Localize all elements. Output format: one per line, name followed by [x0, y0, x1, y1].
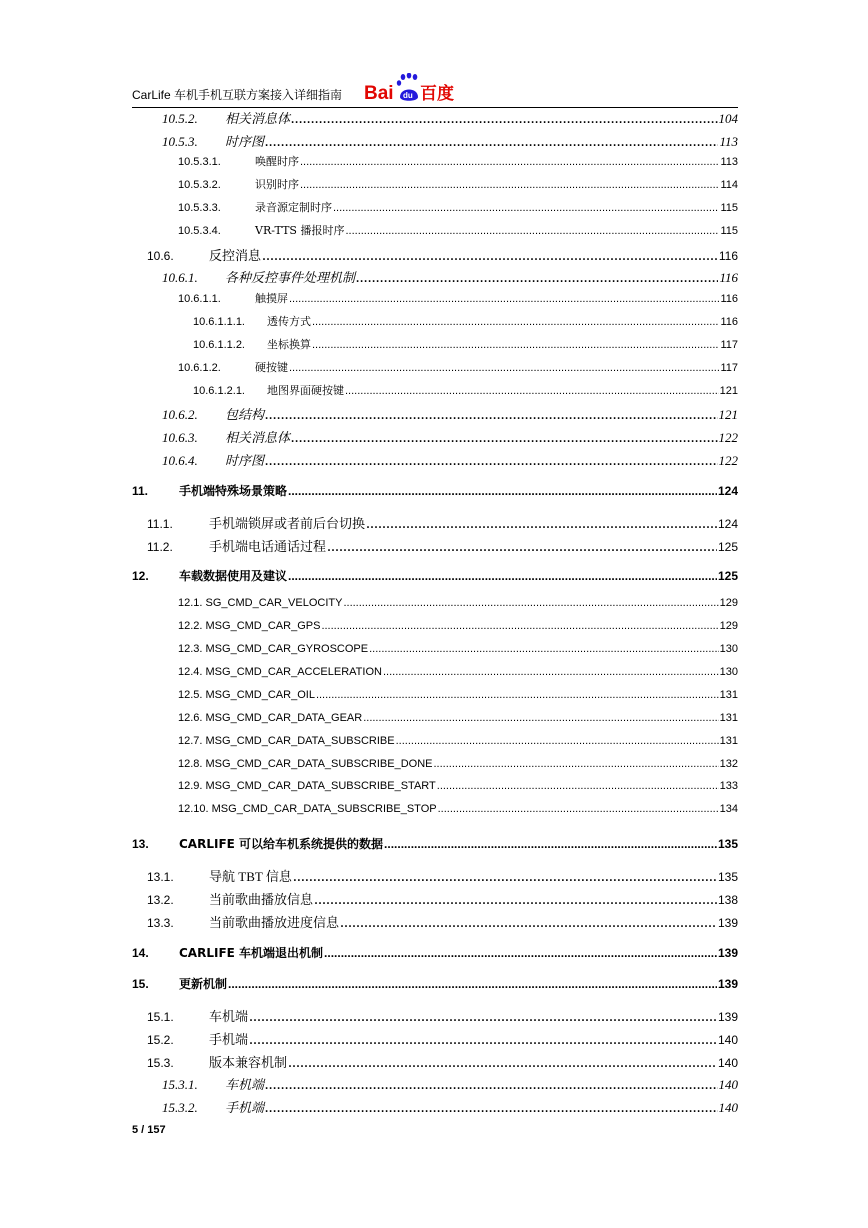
toc-dot-leader [327, 538, 717, 556]
toc-entry-number: 13.2. [147, 893, 174, 907]
toc-entry-number: 15. [132, 977, 149, 991]
toc-entry-title: 手机端特殊场景策略 [179, 484, 288, 498]
toc-entry[interactable] [132, 620, 738, 632]
toc-entry-page: 130 [719, 643, 738, 655]
toc-entry-page: 117 [720, 362, 738, 374]
toc-entry-number: 10.5.3.4. [178, 225, 221, 237]
toc-entry-page: 139 [717, 946, 738, 960]
toc-entry-page: 115 [720, 202, 738, 214]
toc-entry-number: 10.6.4. [162, 453, 198, 468]
toc-dot-leader [291, 110, 717, 128]
toc-dot-leader [438, 803, 719, 815]
toc-entry-page: 138 [717, 893, 738, 907]
toc-entry-page: 135 [717, 870, 738, 884]
toc-entry-title: 12.2. MSG_CMD_CAR_GPS [178, 620, 321, 632]
toc-entry[interactable] [132, 1029, 738, 1049]
toc-entry-title: 透传方式 [267, 315, 311, 328]
toc-entry[interactable] [132, 1052, 738, 1072]
toc-entry-page: 116 [720, 293, 738, 305]
toc-dot-leader [288, 569, 717, 583]
toc-entry-page: 135 [717, 837, 738, 851]
toc-entry-page: 124 [717, 484, 738, 498]
toc-entry-page: 116 [720, 316, 738, 328]
toc-dot-leader [300, 156, 719, 168]
toc-dot-leader [369, 643, 719, 655]
toc-entry[interactable] [132, 689, 738, 701]
toc-entry-page: 133 [719, 780, 738, 792]
toc-entry[interactable] [132, 803, 738, 815]
toc-entry-title: 相关消息体 [225, 111, 291, 126]
toc-entry-number: 10.6.1. [162, 270, 198, 285]
toc-entry-number: 15.3.2. [162, 1100, 198, 1115]
toc-entry-title: VR-TTS 播报时序 [255, 224, 345, 237]
toc-dot-leader [249, 1031, 717, 1049]
toc-dot-leader [262, 247, 718, 265]
toc-entry-number: 10.5.3.3. [178, 202, 221, 214]
toc-entry-title: 手机端锁屏或者前后台切换 [209, 516, 366, 531]
toc-entry-title: 12.8. MSG_CMD_CAR_DATA_SUBSCRIBE_DONE [178, 758, 433, 770]
toc-entry-number: 10.5.3.1. [178, 156, 221, 168]
toc-dot-leader [345, 225, 719, 237]
toc-dot-leader [293, 868, 717, 886]
toc-entry[interactable] [132, 1006, 738, 1026]
toc-entry[interactable] [132, 780, 738, 792]
toc-entry[interactable] [132, 835, 738, 852]
toc-entry-title: 12.6. MSG_CMD_CAR_DATA_GEAR [178, 712, 363, 724]
toc-entry-title: 录音源定制时序 [255, 201, 332, 214]
toc-entry-title: 反控消息 [209, 248, 262, 263]
toc-entry-title: 12.4. MSG_CMD_CAR_ACCELERATION [178, 666, 382, 678]
toc-entry[interactable] [132, 1097, 738, 1117]
toc-entry-number: 10.6.1.2.1. [193, 385, 245, 397]
toc-dot-leader [345, 385, 719, 397]
toc-entry-title: 手机端 [225, 1100, 265, 1115]
toc-entry-title: 包结构 [225, 407, 265, 422]
toc-entry-title: 12.7. MSG_CMD_CAR_DATA_SUBSCRIBE [178, 735, 395, 747]
toc-entry-title: 坐标换算 [267, 338, 311, 351]
toc-dot-leader [324, 946, 717, 960]
toc-dot-leader [249, 1008, 717, 1026]
toc-entry[interactable] [132, 267, 738, 287]
toc-dot-leader [383, 666, 719, 678]
toc-entry-page: 125 [717, 540, 738, 554]
toc-entry-title: 各种反控事件处理机制 [225, 270, 356, 285]
page-number: 5 / 157 [132, 1124, 166, 1136]
toc-dot-leader [316, 689, 719, 701]
toc-dot-leader [291, 429, 717, 447]
toc-entry-page: 130 [719, 666, 738, 678]
toc-entry-page: 115 [720, 225, 738, 237]
toc-entry-number: 11. [132, 484, 149, 498]
toc-entry[interactable] [132, 199, 738, 215]
toc-entry-page: 131 [719, 689, 738, 701]
toc-entry[interactable] [132, 359, 738, 375]
toc-entry-page: 140 [717, 1033, 738, 1047]
toc-entry-title: 地图界面硬按键 [267, 384, 344, 397]
toc-entry-title: 当前歌曲播放信息 [209, 892, 314, 907]
toc-entry-number: 10.5.3.2. [178, 179, 221, 191]
toc-entry-title: 导航 TBT 信息 [209, 869, 292, 884]
svg-text:Bai: Bai [364, 83, 394, 103]
toc-entry[interactable] [132, 975, 738, 992]
toc-entry-page: 124 [717, 517, 738, 531]
toc-entry[interactable] [132, 643, 738, 655]
toc-entry[interactable] [132, 222, 738, 238]
toc-entry[interactable] [132, 131, 738, 151]
toc-dot-leader [314, 891, 717, 909]
toc-entry[interactable] [132, 1074, 738, 1094]
toc-entry-title: 车载数据使用及建议 [179, 569, 288, 583]
toc-entry-number: 10.6.1.1. [178, 293, 221, 305]
toc-entry-title: 硬按键 [255, 361, 288, 374]
toc-entry[interactable] [132, 889, 738, 909]
toc-entry-number: 10.5.2. [162, 111, 198, 126]
toc-entry-number: 13. [132, 837, 149, 851]
toc-entry-page: 139 [717, 977, 738, 991]
toc-entry[interactable] [132, 735, 738, 747]
toc-entry-number: 10.6.3. [162, 430, 198, 445]
toc-dot-leader [312, 316, 719, 328]
toc-entry[interactable] [132, 313, 738, 329]
toc-dot-leader [228, 977, 717, 991]
toc-entry-page: 125 [717, 569, 738, 583]
toc-entry-title: 12.5. MSG_CMD_CAR_OIL [178, 689, 315, 701]
toc-entry-title: 12.3. MSG_CMD_CAR_GYROSCOPE [178, 643, 369, 655]
toc-entry-page: 113 [720, 156, 738, 168]
toc-entry-number: 10.6.1.1.2. [193, 339, 245, 351]
toc-entry[interactable] [132, 758, 738, 770]
toc-dot-leader [289, 293, 719, 305]
toc-dot-leader [288, 484, 717, 498]
toc-entry-title: 唤醒时序 [255, 155, 299, 168]
toc-entry-title: 识别时序 [255, 178, 299, 191]
toc-entry-page: 104 [718, 111, 738, 126]
toc-entry-title: 12.9. MSG_CMD_CAR_DATA_SUBSCRIBE_START [178, 780, 436, 792]
toc-entry-number: 10.6. [147, 249, 174, 263]
toc-dot-leader [265, 452, 717, 470]
toc-dot-leader [434, 758, 719, 770]
toc-entry[interactable] [132, 245, 738, 265]
toc-entry-number: 14. [132, 946, 149, 960]
toc-entry-page: 122 [718, 430, 738, 445]
toc-entry-title: 12.1. SG_CMD_CAR_VELOCITY [178, 597, 343, 609]
toc-entry[interactable] [132, 912, 738, 932]
toc-entry-page: 114 [720, 179, 738, 191]
toc-entry-number: 10.6.2. [162, 407, 198, 422]
toc-entry-title: 更新机制 [179, 977, 228, 991]
toc-entry-number: 10.5.3. [162, 134, 198, 149]
toc-dot-leader [340, 914, 717, 932]
toc-entry-title: CARLIFE 车机端退出机制 [179, 946, 324, 960]
toc-entry-page: 139 [717, 1010, 738, 1024]
toc-dot-leader [265, 1076, 717, 1094]
toc-entry[interactable] [132, 450, 738, 470]
toc-entry-title: 相关消息体 [225, 430, 291, 445]
toc-entry-page: 113 [719, 134, 738, 149]
toc-entry-page: 140 [718, 1077, 738, 1092]
toc-entry-title: 版本兼容机制 [209, 1055, 288, 1070]
toc-entry-number: 15.2. [147, 1033, 174, 1047]
toc-entry-number: 15.3.1. [162, 1077, 198, 1092]
toc-dot-leader [265, 406, 717, 424]
toc-entry-number: 11.2. [147, 540, 173, 554]
toc-entry-title: CARLIFE 可以给车机系统提供的数据 [179, 837, 384, 851]
toc-entry[interactable] [132, 513, 738, 533]
toc-dot-leader [289, 362, 719, 374]
toc-dot-leader [288, 1054, 717, 1072]
toc-entry-number: 11.1. [147, 517, 173, 531]
toc-entry-number: 10.6.1.2. [178, 362, 221, 374]
toc-entry[interactable] [132, 567, 738, 584]
toc-entry-page: 129 [719, 597, 738, 609]
toc-entry-page: 117 [720, 339, 738, 351]
toc-entry-number: 13.1. [147, 870, 174, 884]
toc-entry-number: 15.1. [147, 1010, 174, 1024]
toc-entry-page: 134 [719, 803, 738, 815]
toc-entry-title: 时序图 [225, 453, 265, 468]
toc-entry-title: 当前歌曲播放进度信息 [209, 915, 340, 930]
toc-dot-leader [265, 133, 718, 151]
toc-dot-leader [300, 179, 719, 191]
toc-entry-page: 140 [718, 1100, 738, 1115]
toc-entry-title: 车机端 [209, 1009, 249, 1024]
toc-entry-page: 132 [719, 758, 738, 770]
toc-entry[interactable] [132, 666, 738, 678]
toc-entry-title: 12.10. MSG_CMD_CAR_DATA_SUBSCRIBE_STOP [178, 803, 437, 815]
toc-entry[interactable] [132, 108, 738, 128]
toc-entry-page: 140 [717, 1056, 738, 1070]
toc-entry[interactable] [132, 944, 738, 961]
toc-dot-leader [363, 712, 718, 724]
toc-entry-title: 触摸屏 [255, 292, 288, 305]
toc-dot-leader [356, 269, 718, 287]
toc-entry-title: 时序图 [225, 134, 265, 149]
toc-dot-leader [321, 620, 718, 632]
page-header [132, 70, 738, 108]
toc-entry-page: 121 [719, 385, 738, 397]
toc-entry-number: 13.3. [147, 916, 174, 930]
toc-entry-title: 手机端 [209, 1032, 249, 1047]
toc-dot-leader [265, 1099, 717, 1117]
toc-entry-page: 139 [717, 916, 738, 930]
toc-entry[interactable] [132, 482, 738, 499]
toc-entry[interactable] [132, 866, 738, 886]
toc-dot-leader [384, 837, 717, 851]
toc-entry-title: 手机端电话通话过程 [209, 539, 327, 554]
toc-entry[interactable] [132, 290, 738, 306]
toc-entry-page: 131 [719, 712, 738, 724]
toc-entry-page: 116 [718, 249, 738, 263]
toc-entry-title: 车机端 [225, 1077, 265, 1092]
toc-entry[interactable] [132, 382, 738, 398]
toc-entry[interactable] [132, 712, 738, 724]
toc-entry[interactable] [132, 597, 738, 609]
document-title: CarLife 车机手机互联方案接入详细指南 [132, 88, 343, 102]
svg-text:du: du [403, 91, 413, 100]
toc-dot-leader [343, 597, 718, 609]
toc-entry[interactable] [132, 153, 738, 169]
toc-entry[interactable] [132, 536, 738, 556]
toc-dot-leader [333, 202, 719, 214]
toc-dot-leader [437, 780, 719, 792]
toc-entry[interactable] [132, 404, 738, 424]
toc-entry-number: 15.3. [147, 1056, 174, 1070]
toc-dot-leader [312, 339, 719, 351]
toc-entry-page: 129 [719, 620, 738, 632]
toc-entry[interactable] [132, 176, 738, 192]
toc-entry[interactable] [132, 427, 738, 447]
svg-text:百度: 百度 [420, 84, 454, 103]
toc-entry-page: 122 [718, 453, 738, 468]
toc-entry-number: 10.6.1.1.1. [193, 316, 245, 328]
toc-entry-page: 116 [719, 270, 738, 285]
toc-entry-page: 131 [719, 735, 738, 747]
baidu-logo [364, 73, 474, 103]
toc-entry-page: 121 [718, 407, 738, 422]
toc-entry[interactable] [132, 336, 738, 352]
toc-dot-leader [396, 735, 719, 747]
toc-dot-leader [366, 515, 717, 533]
toc-entry-number: 12. [132, 569, 149, 583]
